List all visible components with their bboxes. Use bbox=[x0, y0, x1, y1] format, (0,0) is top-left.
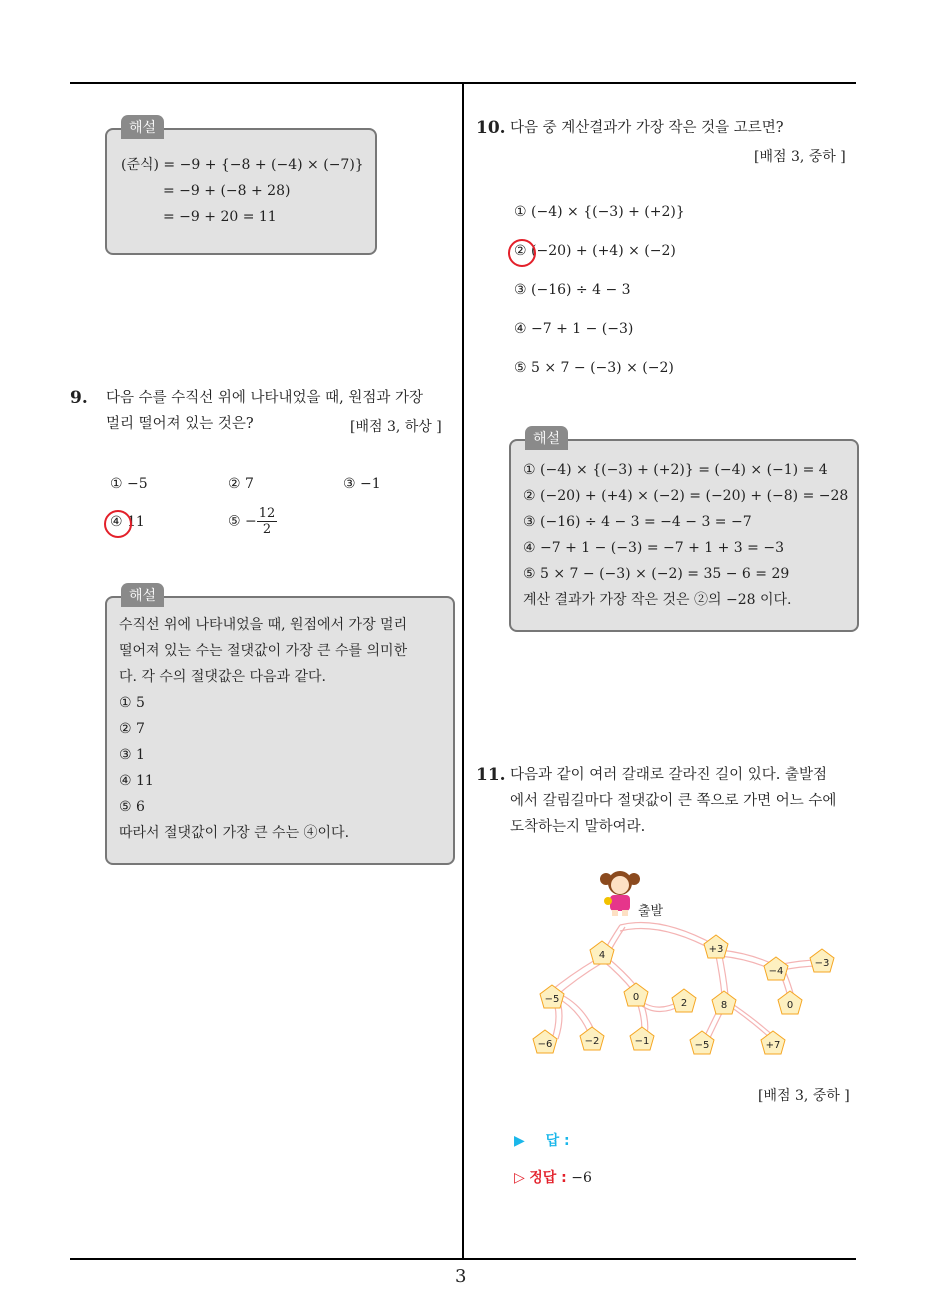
q10-option-3[interactable]: ③ (−16) ÷ 4 − 3 bbox=[514, 282, 631, 298]
q9-option-4[interactable]: ④ 11 bbox=[110, 514, 145, 530]
q11-number: 11. bbox=[476, 765, 506, 785]
q10-text: 다음 중 계산결과가 가장 작은 것을 고르면? bbox=[510, 120, 784, 136]
node-minus1 bbox=[630, 1027, 654, 1050]
q9-solution-box bbox=[105, 588, 455, 865]
q9-text-line1: 다음 수를 수직선 위에 나타내었을 때, 원점과 가장 bbox=[106, 390, 424, 406]
node-minus5-upper bbox=[540, 985, 564, 1008]
node-minus2 bbox=[580, 1027, 604, 1050]
correct-arrow-icon: ▷ bbox=[514, 1170, 525, 1186]
node-8-label: 8 bbox=[720, 1000, 728, 1011]
q8-solution-line-2: = −9 + (−8 + 28) bbox=[163, 183, 291, 199]
q9-solution-line-8: ⑤ 6 bbox=[119, 799, 145, 815]
page-number: 3 bbox=[455, 1266, 467, 1287]
q10-option-5[interactable]: ⑤ 5 × 7 − (−3) × (−2) bbox=[514, 360, 674, 376]
answer-label: 답 : bbox=[545, 1133, 570, 1149]
bottom-rule bbox=[70, 1258, 856, 1260]
q10-solution-box bbox=[509, 431, 859, 632]
q9-solution-line-6: ③ 1 bbox=[119, 747, 145, 763]
q10-option-1[interactable]: ① (−4) × {(−3) + (+2)} bbox=[514, 204, 685, 220]
node-minus5-upper-label: −5 bbox=[544, 994, 560, 1005]
node-minus6-label: −6 bbox=[537, 1039, 553, 1050]
q9-option-2[interactable]: ② 7 bbox=[228, 476, 254, 492]
q9-option-1[interactable]: ① −5 bbox=[110, 476, 148, 492]
q9-solution-line-2: 떨어져 있는 수는 절댓값이 가장 큰 수를 의미한 bbox=[119, 643, 408, 659]
q10-option-2[interactable]: ② (−20) + (+4) × (−2) bbox=[514, 243, 676, 259]
q9-solution-line-7: ④ 11 bbox=[119, 773, 154, 789]
answer-row bbox=[514, 1130, 570, 1150]
answer-arrow-icon: ▶ bbox=[514, 1133, 525, 1149]
column-divider bbox=[462, 82, 464, 1260]
branching-path-diagram bbox=[520, 855, 850, 1070]
q10-solution-line-6: 계산 결과가 가장 작은 것은 ②의 −28 이다. bbox=[523, 592, 792, 608]
node-0-right bbox=[778, 991, 802, 1014]
node-2-label: 2 bbox=[680, 998, 688, 1009]
q9-option-5-denominator: 2 bbox=[262, 522, 272, 537]
node-minus3-label: −3 bbox=[814, 958, 830, 969]
q9-option-5[interactable] bbox=[228, 506, 277, 537]
node-0-left-label: 0 bbox=[632, 992, 640, 1003]
q10-solution-line-3: ③ (−16) ÷ 4 − 3 = −4 − 3 = −7 bbox=[523, 514, 752, 530]
q10-option-4[interactable]: ④ −7 + 1 − (−3) bbox=[514, 321, 634, 337]
node-2 bbox=[672, 989, 696, 1012]
node-plus3 bbox=[704, 935, 728, 958]
q8-solution-line-1: (준식) = −9 + {−8 + (−4) × (−7)} bbox=[121, 157, 364, 173]
q9-solution-line-1: 수직선 위에 나타내었을 때, 원점에서 가장 멀리 bbox=[119, 617, 408, 633]
q9-solution-line-9: 따라서 절댓값이 가장 큰 수는 ④이다. bbox=[119, 825, 350, 841]
node-minus5-lower bbox=[690, 1031, 714, 1054]
q9-solution-line-5: ② 7 bbox=[119, 721, 145, 737]
q10-number: 10. bbox=[476, 118, 506, 138]
q9-solution-line-3: 다. 각 수의 절댓값은 다음과 같다. bbox=[119, 669, 326, 685]
girl-figure-icon bbox=[600, 871, 640, 916]
node-plus3-label: +3 bbox=[708, 944, 724, 955]
path-nodes bbox=[533, 935, 834, 1054]
q10-solution-tag: 해설 bbox=[525, 426, 568, 450]
node-plus7 bbox=[761, 1031, 785, 1054]
q9-option-5-fraction bbox=[257, 506, 278, 537]
node-minus4 bbox=[764, 957, 788, 980]
q9-text-line2: 멀리 떨어져 있는 것은? bbox=[106, 416, 254, 432]
q10-solution-line-2: ② (−20) + (+4) × (−2) = (−20) + (−8) = −28 bbox=[523, 488, 849, 504]
node-minus5-lower-label: −5 bbox=[694, 1040, 710, 1051]
node-8 bbox=[712, 991, 736, 1014]
correct-value: −6 bbox=[571, 1170, 592, 1186]
q9-points: [배점 3, 하상 ] bbox=[350, 419, 442, 435]
path-roads bbox=[548, 923, 820, 1041]
q11-points: [배점 3, 중하 ] bbox=[758, 1088, 850, 1104]
q10-solution-line-1: ① (−4) × {(−3) + (+2)} = (−4) × (−1) = 4 bbox=[523, 462, 828, 478]
q9-number: 9. bbox=[70, 388, 88, 408]
q8-solution-tag: 해설 bbox=[121, 115, 164, 139]
node-0-left bbox=[624, 983, 648, 1006]
q9-option-5-label: ⑤ − bbox=[228, 513, 257, 530]
q8-solution-box bbox=[105, 120, 377, 255]
q11-text-line2: 에서 갈림길마다 절댓값이 큰 쪽으로 가면 어느 수에 bbox=[510, 793, 837, 809]
node-minus1-label: −1 bbox=[634, 1036, 650, 1047]
q9-solution-tag: 해설 bbox=[121, 583, 164, 607]
node-4-label: 4 bbox=[598, 950, 606, 961]
q10-answer-mark bbox=[508, 239, 536, 267]
q9-answer-mark bbox=[104, 510, 132, 538]
q11-text-line3: 도착하는지 말하여라. bbox=[510, 819, 646, 835]
q10-points: [배점 3, 중하 ] bbox=[754, 149, 846, 165]
start-label: 출발 bbox=[638, 904, 664, 919]
correct-label: 정답 : bbox=[529, 1170, 567, 1186]
node-minus4-label: −4 bbox=[768, 966, 784, 977]
q10-solution-line-5: ⑤ 5 × 7 − (−3) × (−2) = 35 − 6 = 29 bbox=[523, 566, 790, 582]
node-4 bbox=[590, 941, 614, 964]
node-0-right-label: 0 bbox=[786, 1000, 794, 1011]
q10-solution-line-4: ④ −7 + 1 − (−3) = −7 + 1 + 3 = −3 bbox=[523, 540, 784, 556]
node-plus7-label: +7 bbox=[765, 1040, 781, 1051]
node-minus2-label: −2 bbox=[584, 1036, 600, 1047]
q9-option-3[interactable]: ③ −1 bbox=[343, 476, 381, 492]
q9-solution-line-4: ① 5 bbox=[119, 695, 145, 711]
q8-solution-line-3: = −9 + 20 = 11 bbox=[163, 209, 277, 225]
correct-answer-row bbox=[514, 1167, 592, 1187]
q9-option-5-numerator: 12 bbox=[258, 506, 276, 521]
node-minus3 bbox=[810, 949, 834, 972]
q11-text-line1: 다음과 같이 여러 갈래로 갈라진 길이 있다. 출발점 bbox=[510, 767, 828, 783]
